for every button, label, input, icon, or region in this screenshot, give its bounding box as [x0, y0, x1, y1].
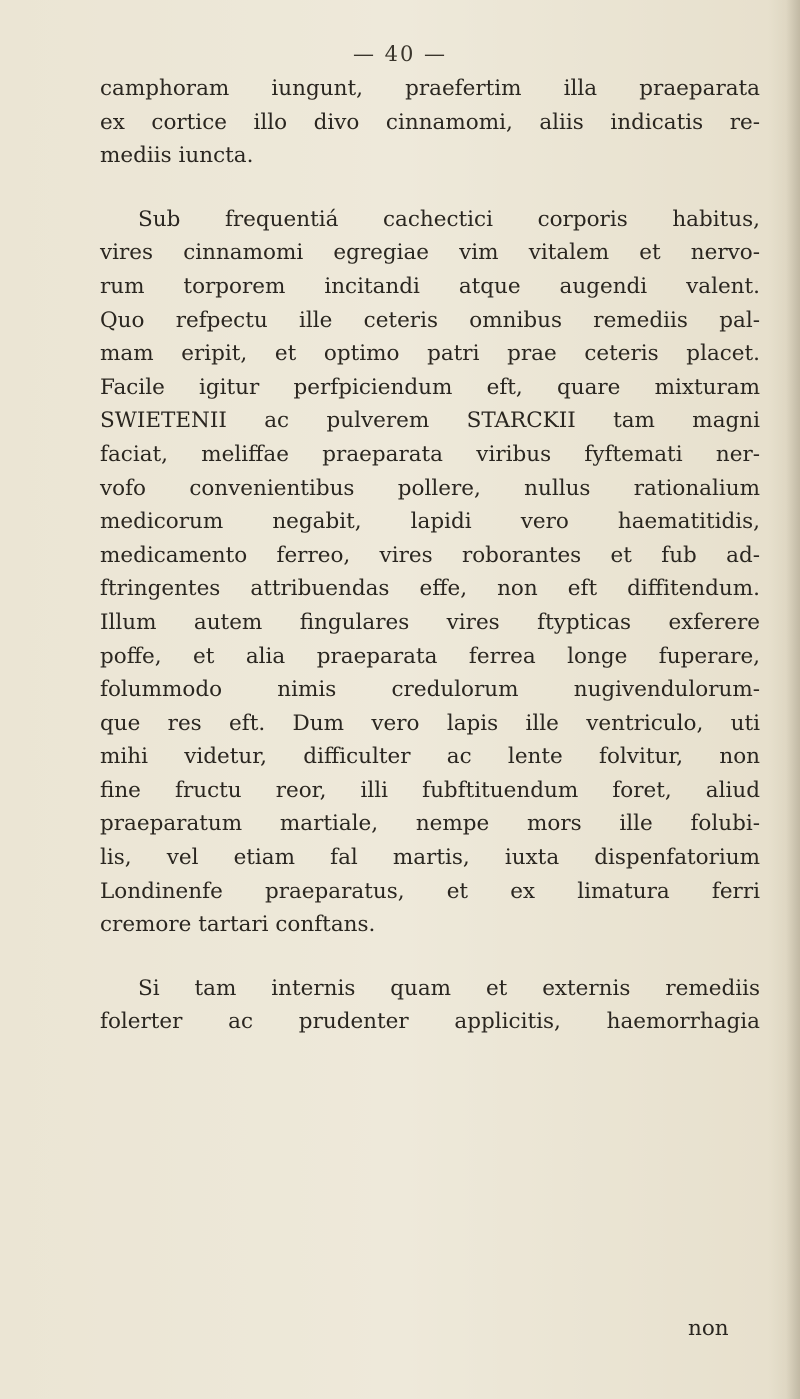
text-line: ex cortice illo divo cinnamomi, aliis indicatis re- — [100, 109, 760, 135]
paragraph — [100, 203, 760, 942]
text-line: Quo refpectu ille ceteris omnibus remediis pal- — [100, 307, 760, 333]
text-line: poffe, et alia praeparata ferrea longe fuperare, — [100, 643, 760, 669]
text-line: mediis iuncta. — [100, 143, 254, 169]
text-line: cremore tartari conftans. — [100, 912, 376, 938]
text-line: rum torporem incitandi atque augendi valent. — [100, 273, 760, 299]
page-edge-shadow — [786, 0, 800, 1399]
text-line: folummodo nimis credulorum nugivendulorum- — [100, 677, 760, 703]
text-line: fine fructu reor, illi fubftituendum foret, aliud — [100, 777, 760, 803]
text-line: Sub frequentiá cachectici corporis habitus, — [138, 206, 760, 232]
text-line: mihi videtur, difficulter ac lente folvitur, non — [100, 744, 760, 770]
text-line: vofo convenientibus pollere, nullus rationalium — [100, 475, 760, 501]
text-line: SWIETENII ac pulverem STARCKII tam magni — [100, 408, 760, 434]
catchword: non — [688, 1316, 729, 1341]
paragraph — [100, 72, 760, 173]
text-line: folerter ac prudenter applicitis, haemorrhagia — [100, 1009, 760, 1035]
text-block — [100, 72, 760, 1039]
text-line: Si tam internis quam et externis remediis — [138, 975, 760, 1001]
paragraph-gap — [100, 173, 760, 203]
text-line: ftringentes attribuendas effe, non eft diffitendum. — [100, 576, 760, 602]
text-line: Londinenfe praeparatus, et ex limatura ferri — [100, 878, 760, 904]
text-line: que res eft. Dum vero lapis ille ventriculo, uti — [100, 710, 760, 736]
text-line: lis, vel etiam fal martis, iuxta dispenfatorium — [100, 845, 760, 871]
text-line: Facile igitur perfpiciendum eft, quare mixturam — [100, 374, 760, 400]
paragraph-gap — [100, 942, 760, 972]
text-line: medicorum negabit, lapidi vero haematitidis, — [100, 509, 760, 535]
text-line: faciat, meliffae praeparata viribus fyftemati ner- — [100, 441, 760, 467]
text-line: praeparatum martiale, nempe mors ille folubi- — [100, 811, 760, 837]
text-line: medicamento ferreo, vires roborantes et fub ad- — [100, 542, 760, 568]
page-number: — 40 — — [352, 42, 448, 66]
text-line: vires cinnamomi egregiae vim vitalem et nervo- — [100, 240, 760, 266]
text-line: mam eripit, et optimo patri prae ceteris placet. — [100, 341, 760, 367]
text-line: Illum autem fingulares vires ftypticas exferere — [100, 609, 760, 635]
text-line: camphoram iungunt, praefertim illa praeparata — [100, 76, 760, 101]
paragraph — [100, 972, 760, 1039]
